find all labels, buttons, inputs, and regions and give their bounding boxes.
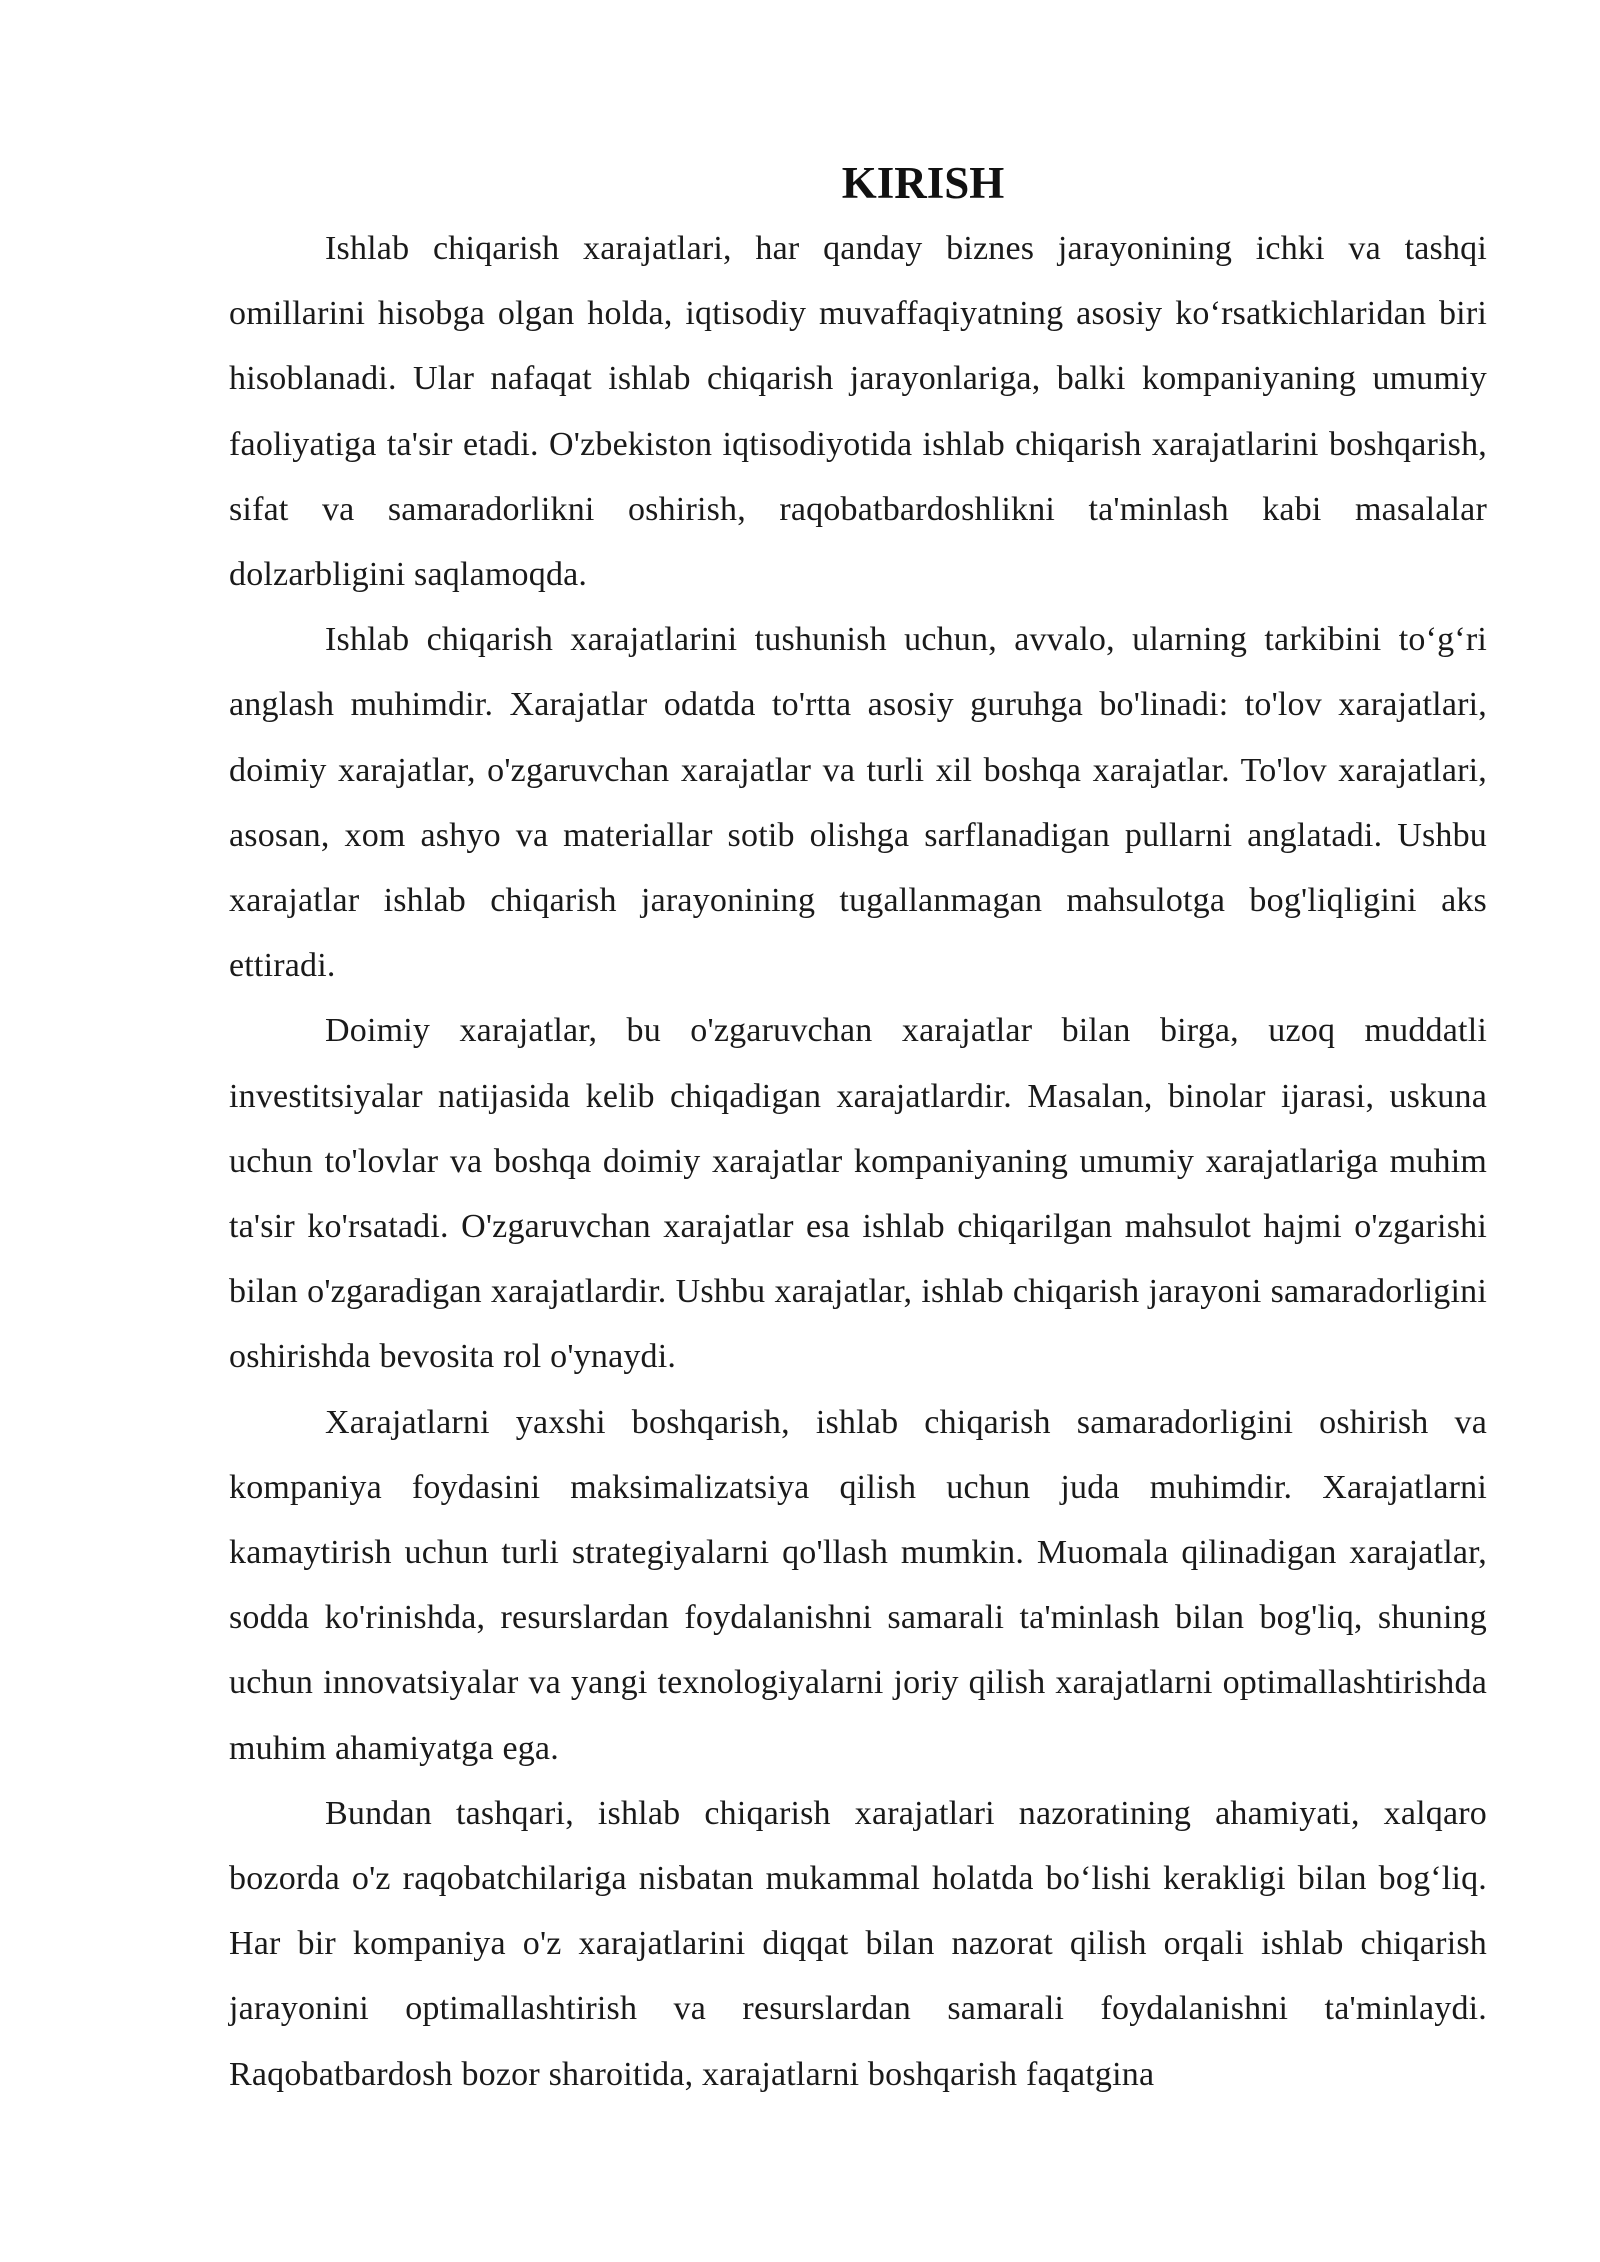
paragraph-1: Ishlab chiqarish xarajatlari, har qanday biznes jarayonining ichki va tashqi omillarini hisobga olgan holda, iqtisodiy muvaffaqiyatning asosiy ko‘rsatkichlaridan biri hisoblanadi. Ular nafaqat ishlab chiqarish jarayonlariga, balki kompaniyaning umumiy faoliyatiga ta'sir etadi. O'zbekiston iqtisodiyotida ishlab chiqarish xarajatlarini boshqarish, sifat va samaradorlikni oshirish, raqobatbardoshlikni ta'minlash kabi masalalar dolzarbligini saqlamoqda.	[229, 230, 1487, 594]
page-title: KIRISH	[841, 158, 1005, 208]
paragraph-2: Ishlab chiqarish xarajatlarini tushunish uchun, avvalo, ularning tarkibini to‘g‘ri anglash muhimdir. Xarajatlar odatda to'rtta asosiy guruhga bo'linadi: to'lov xarajatlari, doimiy xarajatlar, o'zgaruvchan xarajatlar va turli xil boshqa xarajatlar. To'lov xarajatlari, asosan, xom ashyo va materiallar sotib olishga sarflanadigan pullarni anglatadi. Ushbu xarajatlar ishlab chiqarish jarayonining tugallanmagan mahsulotga bog'liqligini aks ettiradi.	[229, 621, 1487, 985]
paragraph-4: Xarajatlarni yaxshi boshqarish, ishlab chiqarish samaradorligini oshirish va kompaniya foydasini maksimalizatsiya qilish uchun juda muhimdir. Xarajatlarni kamaytirish uchun turli strategiyalarni qo'llash mumkin. Muomala qilinadigan xarajatlar, sodda ko'rinishda, resurslardan foydalanishni samarali ta'minlash bilan bog'liq, shuning uchun innovatsiyalar va yangi texnologiyalarni joriy qilish xarajatlarni optimallashtirishda muhim ahamiyatga ega.	[229, 1403, 1487, 1767]
document-body	[229, 150, 1487, 2107]
paragraph-5: Bundan tashqari, ishlab chiqarish xarajatlari nazoratining ahamiyati, xalqaro bozorda o'z raqobatchilariga nisbatan mukammal holatda bo‘lishi kerakligi bilan bog‘liq. Har bir kompaniya o'z xarajatlarini diqqat bilan nazorat qilish orqali ishlab chiqarish jarayonini optimallashtirish va resurslardan samarali foydalanishni ta'minlaydi. Raqobatbardosh bozor sharoitida, xarajatlarni boshqarish faqatgina	[229, 1794, 1487, 2093]
paragraph-3: Doimiy xarajatlar, bu o'zgaruvchan xarajatlar bilan birga, uzoq muddatli investitsiyalar natijasida kelib chiqadigan xarajatlardir. Masalan, binolar ijarasi, uskuna uchun to'lovlar va boshqa doimiy xarajatlar kompaniyaning umumiy xarajatlariga muhim ta'sir ko'rsatadi. O'zgaruvchan xarajatlar esa ishlab chiqarilgan mahsulot hajmi o'zgarishi bilan o'zgaradigan xarajatlardir. Ushbu xarajatlar, ishlab chiqarish jarayoni samaradorligini oshirishda bevosita rol o'ynaydi.	[229, 1012, 1487, 1376]
